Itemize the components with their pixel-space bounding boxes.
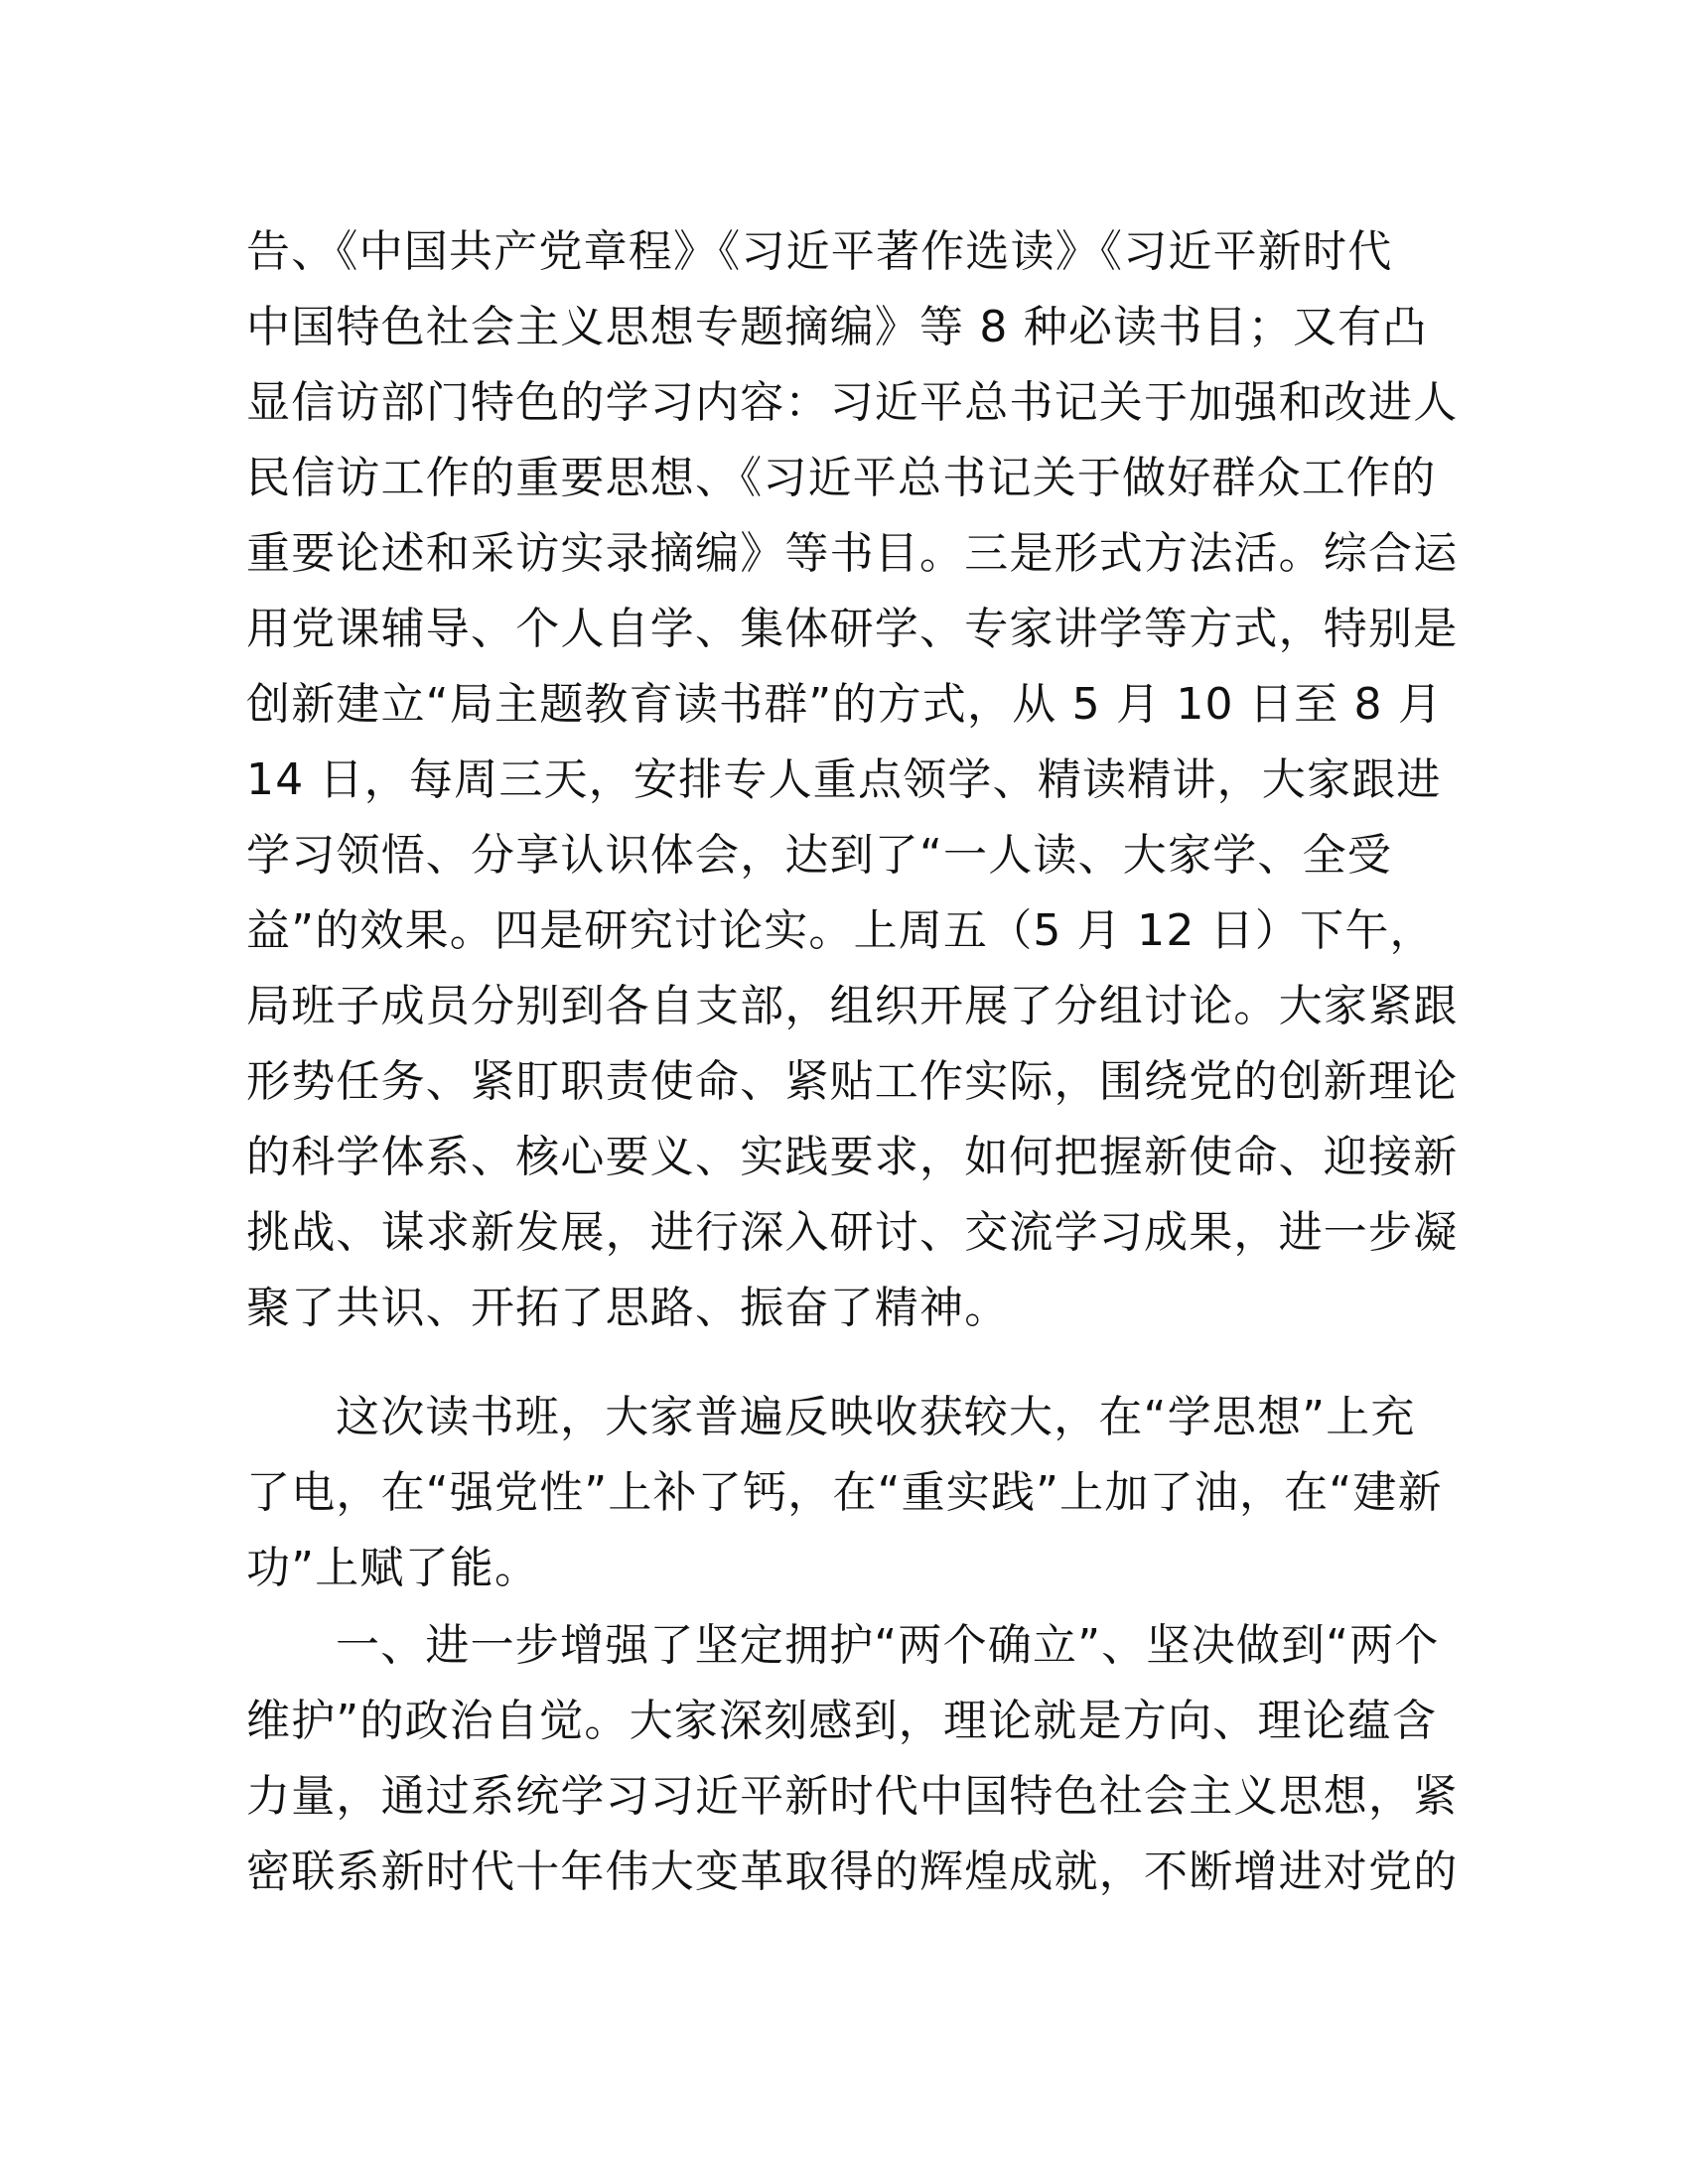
text-line: 这次读书班，大家普遍反映收获较大，在“学思想”上充 [336,1392,1416,1442]
paragraph-section-one [246,1608,1459,1910]
text-line: 中国特色社会主义思想专题摘编》等 8 种必读书目；又有凸 [246,302,1428,352]
text-line: 挑战、谋求新发展，进行深入研讨、交流学习成果，进一步凝 [246,1207,1459,1258]
text-line: 一、进一步增强了坚定拥护“两个确立”、坚决做到“两个 [336,1620,1440,1671]
text-line: 密联系新时代十年伟大变革取得的辉煌成就，不断增进对党的 [246,1846,1459,1897]
text-line: 益”的效果。四是研究讨论实。上周五（5 月 12 日）下午， [246,905,1435,956]
text-line: 告、《中国共产党章程》《习近平著作选读》《习近平新时代 [246,226,1393,277]
text-line: 力量，通过系统学习习近平新时代中国特色社会主义思想，紧 [246,1771,1459,1822]
text-line: 局班子成员分别到各自支部，组织开展了分组讨论。大家紧跟 [246,981,1459,1031]
text-line: 了电，在“强党性”上补了钙，在“重实践”上加了油，在“建新 [246,1467,1443,1518]
text-line: 学习领悟、分享认识体会，达到了“一人读、大家学、全受 [246,830,1392,881]
text-line: 显信访部门特色的学习内容：习近平总书记关于加强和改进人 [246,377,1459,428]
text-line: 创新建立“局主题教育读书群”的方式，从 5 月 10 日至 8 月 [246,679,1444,730]
text-line: 形势任务、紧盯职责使命、紧贴工作实际，围绕党的创新理论 [246,1056,1459,1107]
text-line: 民信访工作的重要思想、《习近平总书记关于做好群众工作的 [246,453,1437,503]
text-line: 维护”的政治自觉。大家深刻感到，理论就是方向、理论蕴含 [246,1696,1438,1746]
text-line: 14 日，每周三天，安排专人重点领学、精读精讲，大家跟进 [246,754,1442,805]
text-line: 用党课辅导、个人自学、集体研学、专家讲学等方式，特别是 [246,604,1459,654]
text-line: 的科学体系、核心要义、实践要求，如何把握新使命、迎接新 [246,1132,1459,1182]
text-line: 功”上赋了能。 [246,1543,540,1593]
paragraph-continuation [246,214,1459,1346]
text-line: 重要论述和采访实录摘编》等书目。三是形式方法活。综合运 [246,528,1459,579]
text-line: 聚了共识、开拓了思路、振奋了精神。 [246,1283,1010,1333]
paragraph-summary [246,1380,1443,1606]
